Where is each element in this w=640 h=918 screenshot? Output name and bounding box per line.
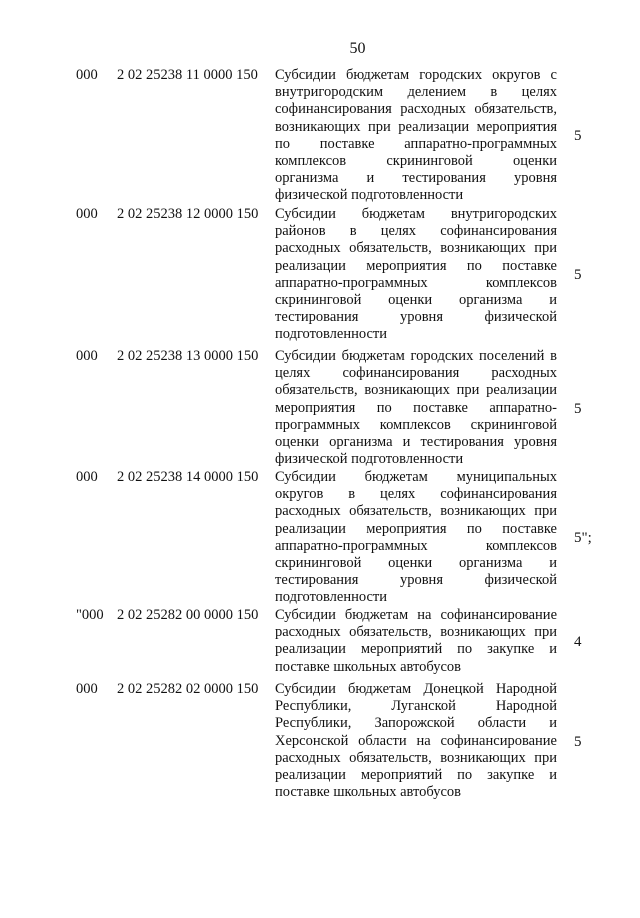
admin-code: 000 — [76, 206, 98, 222]
description-line: расходных обязательств, возникающих при — [275, 749, 557, 766]
description-line: расходных обязательств, возникающих при — [275, 624, 557, 641]
amount-value: 5 — [574, 401, 582, 417]
description-line: аппаратно-программных комплексов — [275, 274, 557, 291]
budget-classification-code: 2 02 25238 12 0000 150 — [117, 206, 259, 222]
budget-classification-code: 2 02 25282 02 0000 150 — [117, 681, 259, 697]
revenue-description — [275, 681, 557, 801]
description-line: округов в целях софинансирования — [275, 486, 557, 503]
description-line: организма и тестирования уровня — [275, 170, 557, 187]
description-line: аппаратно-программных комплексов — [275, 537, 557, 554]
description-line: обязательств, возникающих при реализации — [275, 382, 557, 399]
budget-classification-code: 2 02 25238 14 0000 150 — [117, 469, 259, 485]
description-line: скрининговой оценки организма и — [275, 291, 557, 308]
revenue-description — [275, 469, 557, 607]
admin-code: "000 — [76, 607, 104, 623]
description-line: расходных обязательств, возникающих при — [275, 503, 557, 520]
budget-classification-code: 2 02 25238 13 0000 150 — [117, 348, 259, 364]
description-line: физической подготовленности — [275, 451, 464, 468]
amount-value: 5 — [574, 128, 582, 144]
revenue-description — [275, 67, 557, 205]
revenue-description — [275, 607, 557, 676]
description-line: комплексов скрининговой оценки — [275, 152, 557, 169]
amount-value: 4 — [574, 634, 582, 650]
description-line: подготовленности — [275, 326, 387, 343]
description-line: Субсидии бюджетам внутригородских — [275, 206, 557, 222]
description-line: Республики, Запорожской области и — [275, 715, 557, 732]
description-line: реализации мероприятий по закупке и — [275, 641, 557, 658]
budget-classification-code: 2 02 25282 00 0000 150 — [117, 607, 259, 623]
description-line: тестирования уровня физической — [275, 572, 557, 589]
description-line: целях софинансирования расходных — [275, 365, 557, 382]
budget-classification-code: 2 02 25238 11 0000 150 — [117, 67, 258, 83]
description-line: реализации мероприятия по поставке — [275, 520, 557, 537]
description-line: Субсидии бюджетам муниципальных — [275, 469, 557, 485]
amount-value: 5 — [574, 734, 582, 750]
revenue-description — [275, 206, 557, 344]
description-line: реализации мероприятий по закупке и — [275, 766, 557, 783]
description-line: Субсидии бюджетам Донецкой Народной — [275, 681, 557, 697]
description-line: реализации мероприятия по поставке — [275, 257, 557, 274]
description-line: Херсонской области на софинансирование — [275, 732, 557, 749]
description-line: возникающих при реализации мероприятия — [275, 118, 557, 135]
amount-value: 5 — [574, 267, 582, 283]
description-line: Субсидии бюджетам на софинансирование — [275, 607, 557, 623]
admin-code: 000 — [76, 348, 98, 364]
description-line: софинансирования расходных обязательств, — [275, 101, 557, 118]
description-line: тестирования уровня физической — [275, 309, 557, 326]
amount-value: 5"; — [574, 530, 592, 546]
description-line: поставке школьных автобусов — [275, 658, 462, 675]
admin-code: 000 — [76, 67, 98, 83]
description-line: районов в целях софинансирования — [275, 223, 557, 240]
revenue-description — [275, 348, 557, 468]
description-line: внутригородским делением в целях — [275, 84, 557, 101]
description-line: Субсидии бюджетам городских округов с — [275, 67, 557, 83]
page-number: 50 — [349, 40, 366, 57]
admin-code: 000 — [76, 681, 98, 697]
description-line: подготовленности — [275, 589, 387, 606]
description-line: по поставке аппаратно-программных — [275, 135, 557, 152]
description-line: физической подготовленности — [275, 187, 464, 204]
description-line: поставке школьных автобусов — [275, 784, 462, 801]
description-line: программных комплексов скрининговой — [275, 416, 557, 433]
description-line: Республики, Луганской Народной — [275, 698, 557, 715]
admin-code: 000 — [76, 469, 98, 485]
description-line: расходных обязательств, возникающих при — [275, 240, 557, 257]
description-line: оценки организма и тестирования уровня — [275, 433, 557, 450]
description-line: скрининговой оценки организма и — [275, 554, 557, 571]
description-line: Субсидии бюджетам городских поселений в — [275, 348, 557, 364]
description-line: мероприятия по поставке аппаратно- — [275, 399, 557, 416]
